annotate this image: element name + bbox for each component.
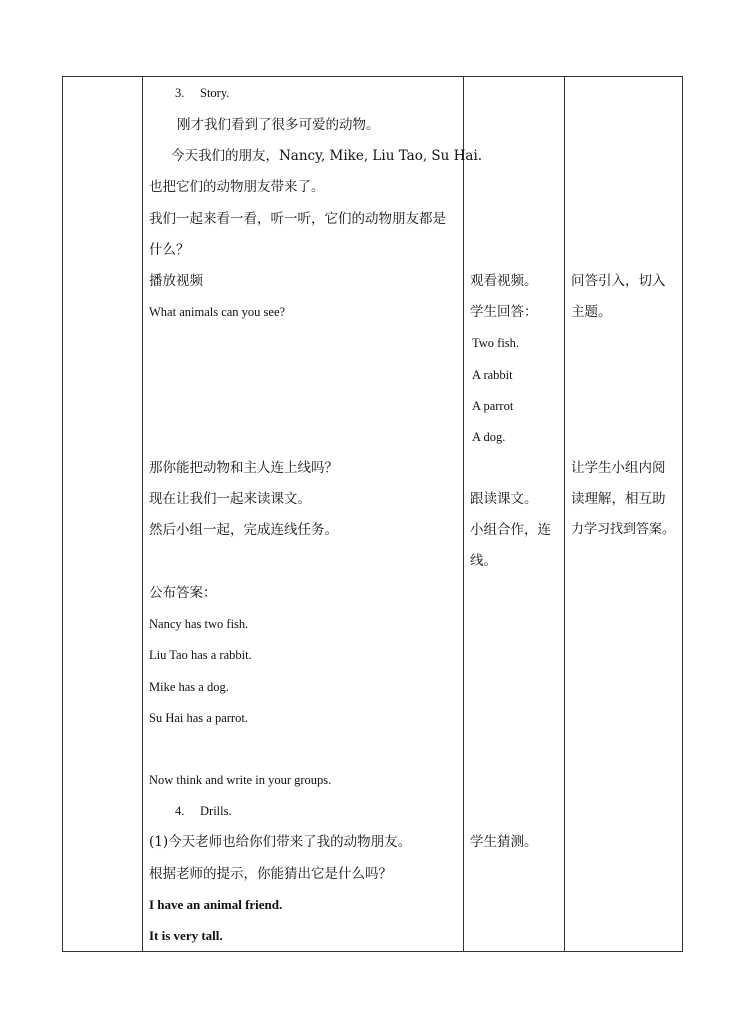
read-line: 现在让我们一起来读课文。: [149, 491, 311, 507]
students-answer: 学生回答：: [470, 304, 538, 320]
watch-video: 观看视频。: [470, 273, 538, 289]
clue-1: I have an animal friend.: [149, 897, 283, 912]
student-activity-cell: [464, 77, 565, 952]
watch-line: 我们一起来看一看，听一听，它们的动物朋友都是: [149, 211, 446, 227]
answers-label: 公布答案：: [149, 585, 217, 601]
drills-heading-number: 4.: [175, 804, 185, 818]
story-heading: Story.: [200, 86, 230, 100]
table-row: [63, 77, 683, 952]
ans-parrot: A parrot: [472, 399, 514, 413]
design-intent-cell: [565, 77, 683, 952]
group-work: 小组合作，连: [470, 522, 551, 538]
task-line: 然后小组一起，完成连线任务。: [149, 522, 338, 538]
answer-suhai: Su Hai has a parrot.: [149, 711, 248, 725]
follow-read: 跟读课文。: [470, 491, 538, 507]
story-heading-number: 3.: [175, 86, 185, 100]
guess-line: 根据老师的提示，你能猜出它是什么吗？: [149, 866, 392, 882]
group-intent-1: 让学生小组内阅: [571, 460, 666, 476]
group-work-cont: 线。: [470, 553, 497, 569]
question-line: What animals can you see?: [149, 305, 286, 319]
friends-line: 今天我们的朋友，Nancy, Mike, Liu Tao, Su Hai.: [171, 148, 483, 164]
answer-nancy: Nancy has two fish.: [149, 617, 249, 631]
group-intent-3: 力学习找到答案。: [571, 522, 676, 537]
ans-rabbit: A rabbit: [472, 368, 513, 382]
drills-heading: Drills.: [200, 804, 232, 818]
lesson-table: [62, 76, 683, 952]
intro-intent-2: 主题。: [571, 304, 612, 320]
intro-line: 刚才我们看到了很多可爱的动物。: [177, 117, 380, 133]
teacher-activity-cell: [143, 77, 483, 952]
play-video-line: 播放视频: [149, 273, 203, 289]
ans-fish: Two fish.: [472, 336, 520, 350]
answer-liutao: Liu Tao has a rabbit.: [149, 648, 252, 662]
ans-dog: A dog.: [472, 430, 506, 444]
friends-line-cont: 也把它们的动物朋友带来了。: [149, 179, 325, 195]
watch-line-cont: 什么？: [149, 242, 190, 258]
answer-mike: Mike has a dog.: [149, 680, 229, 694]
match-line: 那你能把动物和主人连上线吗？: [149, 460, 338, 476]
groups-line: Now think and write in your groups.: [149, 773, 332, 787]
stage-column-cell: [63, 77, 143, 952]
teacher-friend-line: (1)今天老师也给你们带来了我的动物朋友。: [149, 834, 412, 850]
students-guess: 学生猜测。: [470, 834, 538, 850]
intro-intent-1: 问答引入，切入: [571, 273, 666, 289]
group-intent-2: 读理解，相互助: [571, 491, 666, 507]
clue-2: It is very tall.: [149, 928, 223, 943]
